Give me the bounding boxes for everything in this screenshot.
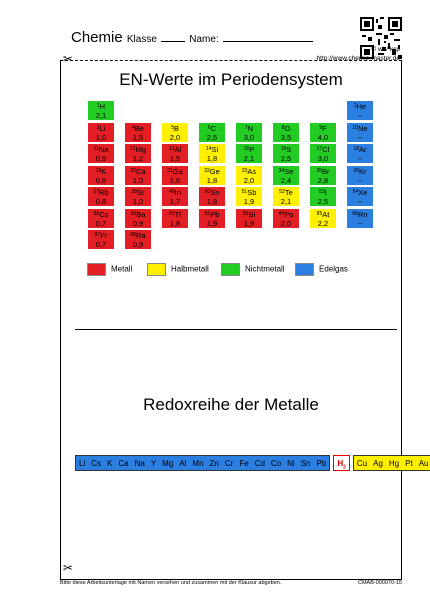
element-symbol-text: Cs [99, 209, 109, 219]
footer-code: CMAB-000070-15 [357, 580, 402, 586]
section-divider [75, 329, 397, 330]
en-value: 1,9 [243, 218, 255, 228]
element-cell [309, 208, 337, 229]
atomic-number: 49 [169, 189, 175, 195]
element-symbol [310, 145, 336, 154]
redox-metal: Pb [316, 459, 327, 468]
element-symbol [162, 210, 188, 219]
en-value: 0,9 [132, 218, 144, 228]
element-symbol [88, 145, 114, 154]
redox-metal: Zn [209, 459, 219, 468]
element-symbol-text: Al [174, 145, 182, 154]
element-symbol [199, 210, 225, 219]
element-cell [87, 165, 115, 186]
element-cell [272, 143, 300, 164]
element-symbol [88, 231, 114, 240]
en-value: 2,5 [280, 154, 292, 163]
en-value: 2,2 [317, 218, 329, 228]
en-value: -- [357, 154, 363, 163]
element-cell [87, 100, 115, 121]
element-cell [198, 165, 226, 186]
atomic-number: 88 [130, 232, 136, 238]
name-label: Name: [189, 34, 219, 45]
element-symbol [236, 210, 262, 219]
en-value: 1,5 [132, 132, 144, 142]
element-symbol [310, 188, 336, 197]
en-value: 2,4 [280, 175, 292, 185]
atomic-number: 81 [169, 210, 175, 217]
atomic-number: 15 [243, 146, 250, 152]
element-symbol-text: Bi [248, 209, 256, 219]
atomic-number: 16 [280, 146, 287, 152]
element-symbol [347, 210, 373, 219]
en-value: 1,9 [243, 197, 255, 206]
atomic-number: 53 [319, 189, 325, 195]
redox-base-metals [75, 455, 330, 471]
en-value: -- [357, 132, 363, 142]
en-value: 1,0 [132, 175, 144, 185]
element-symbol [273, 167, 299, 176]
element-cell [235, 143, 263, 164]
en-value: 2,0 [243, 175, 255, 185]
atomic-number: 33 [241, 167, 248, 174]
noble-gas-swatch [295, 263, 314, 276]
element-symbol-text: Sr [137, 188, 145, 197]
legend-item-semimetal [147, 263, 209, 276]
legend-item-nonmetal [221, 263, 285, 276]
redox-metal: Li [79, 459, 86, 468]
atomic-number: 7 [244, 124, 248, 131]
en-value: 3,0 [243, 132, 255, 142]
element-symbol [310, 210, 336, 219]
scissors-icon: ✂ [63, 561, 74, 575]
element-symbol-text: Rn [357, 209, 368, 219]
element-cell [272, 122, 300, 143]
en-value: 1,9 [206, 218, 218, 228]
element-cell [161, 208, 189, 229]
element-symbol [88, 124, 114, 133]
atomic-number: 55 [93, 210, 100, 217]
element-symbol [273, 210, 299, 219]
atomic-number: 12 [130, 146, 136, 152]
atomic-number: 56 [130, 210, 137, 217]
atomic-number: 18 [353, 146, 360, 152]
redox-metal: Fe [239, 459, 249, 468]
en-value: 0,9 [95, 154, 107, 163]
redox-metal: K [107, 459, 113, 468]
atomic-number: 6 [207, 124, 211, 131]
legend-item-noble-gas [295, 263, 348, 276]
element-symbol [125, 124, 151, 133]
element-symbol [236, 145, 262, 154]
atomic-number: 31 [167, 167, 173, 174]
element-symbol-text: Se [284, 166, 294, 176]
element-cell [161, 143, 189, 164]
element-symbol-text: Sn [210, 188, 220, 197]
atomic-number: 3 [96, 124, 100, 131]
redox-metal: Pt [405, 459, 413, 468]
element-symbol-text: Ge [209, 166, 220, 176]
atomic-number: 17 [316, 146, 323, 152]
element-symbol [347, 167, 373, 176]
element-symbol [347, 102, 373, 111]
redox-metal: Mn [192, 459, 204, 468]
footer-note: Bitte diese Arbeitsunterlage mit Namen versehen und zusammen mit der Klausur abgeben. [60, 580, 282, 586]
website-link[interactable]: http://www.chemie-master.de [316, 55, 400, 62]
en-value: 1,8 [206, 197, 218, 206]
element-cell [346, 122, 374, 143]
element-symbol [88, 188, 114, 197]
class-blank [161, 41, 185, 42]
en-value: 2,0 [169, 132, 181, 142]
element-symbol [347, 124, 373, 133]
redox-metal: Cu [356, 459, 368, 468]
redox-noble-metals [353, 455, 430, 471]
atomic-number: 37 [93, 189, 99, 195]
element-symbol [125, 231, 151, 240]
en-value: 1,5 [169, 154, 181, 163]
en-value: 1,0 [95, 132, 107, 142]
atomic-number: 84 [278, 210, 285, 217]
element-cell [346, 100, 374, 121]
element-symbol-text: P [249, 145, 255, 154]
page-title: EN-Werte im Periodensystem [119, 70, 343, 89]
element-symbol-text: S [286, 145, 292, 154]
atomic-number: 13 [168, 146, 175, 152]
element-symbol [310, 124, 336, 133]
redox-metal: Sn [300, 459, 311, 468]
atomic-number: 2 [353, 103, 357, 109]
element-cell [198, 186, 226, 207]
en-value: 2,5 [317, 197, 329, 206]
en-value: 4,0 [317, 132, 329, 142]
element-symbol-text: Ra [135, 231, 146, 240]
element-symbol-text: Ne [357, 123, 368, 133]
atomic-number: 34 [278, 167, 285, 174]
redox-metal: Hg [388, 459, 400, 468]
en-value: 1,8 [169, 218, 181, 228]
semimetal-swatch [147, 263, 166, 276]
atomic-number: 87 [94, 232, 101, 238]
element-cell [346, 186, 374, 207]
redox-metal: Co [270, 459, 282, 468]
element-symbol-text: B [173, 123, 179, 133]
name-blank [223, 41, 313, 42]
redox-metal: Mg [162, 459, 174, 468]
element-symbol-text: Cl [322, 145, 330, 154]
element-symbol [236, 167, 262, 176]
en-value: 2,0 [280, 218, 292, 228]
element-cell [309, 122, 337, 143]
element-symbol-text: Mg [135, 145, 146, 154]
element-symbol [162, 124, 188, 133]
element-cell [124, 165, 152, 186]
legend-label: Nichtmetall [245, 264, 285, 274]
element-symbol [199, 145, 225, 154]
element-symbol-text: Xe [358, 188, 368, 197]
element-symbol-text: Ca [135, 166, 146, 176]
element-symbol-text: H [99, 102, 106, 111]
en-value: 0,9 [132, 240, 144, 249]
element-symbol-text: Kr [359, 166, 367, 176]
atomic-number: 35 [316, 167, 323, 174]
en-value: 0,8 [95, 175, 107, 185]
en-value: 1,6 [169, 175, 181, 185]
element-symbol-text: O [284, 123, 291, 133]
en-value: 2,8 [317, 175, 329, 185]
element-symbol-text: Po [284, 209, 294, 219]
element-symbol [125, 210, 151, 219]
element-symbol [273, 188, 299, 197]
element-symbol-text: Ba [136, 209, 146, 219]
redox-metal: Al [179, 459, 187, 468]
atomic-number: 51 [241, 189, 248, 195]
element-cell [87, 229, 115, 250]
element-symbol-text: Tl [174, 209, 181, 219]
atomic-number: 14 [205, 146, 212, 152]
element-symbol-text: F [322, 123, 327, 133]
element-cell [124, 143, 152, 164]
atomic-number: 82 [204, 210, 211, 217]
element-cell [87, 208, 115, 229]
element-symbol [162, 167, 188, 176]
element-symbol-text: K [101, 166, 107, 176]
redox-title: Redoxreihe der Metalle [143, 395, 319, 414]
redox-metal: Cr [224, 459, 234, 468]
element-cell [272, 165, 300, 186]
element-symbol [88, 102, 114, 111]
element-symbol-text: Pb [210, 209, 220, 219]
element-symbol [162, 145, 188, 154]
legend-label: Halbmetall [171, 264, 209, 274]
atomic-number: 20 [130, 167, 136, 174]
hydrogen-marker [333, 455, 350, 471]
element-symbol-text: He [356, 102, 367, 111]
scissors-icon: ✂ [63, 52, 74, 66]
element-symbol [273, 124, 299, 133]
class-label: Klasse [126, 34, 157, 45]
subject-label: Chemie [71, 29, 123, 46]
element-symbol-text: Be [134, 123, 144, 133]
en-value: 0,8 [95, 197, 107, 206]
element-symbol-text: C [210, 123, 217, 133]
redox-metal: Cs [91, 459, 102, 468]
redox-metal: Ni [287, 459, 295, 468]
atomic-number: 5 [171, 124, 174, 131]
element-symbol [125, 145, 151, 154]
element-cell [87, 122, 115, 143]
element-symbol [236, 124, 262, 133]
element-symbol [310, 167, 336, 176]
element-cell [235, 122, 263, 143]
en-value: 1,7 [169, 197, 181, 206]
en-value: 0,7 [95, 218, 107, 228]
element-cell [161, 165, 189, 186]
element-symbol-text: Sb [247, 188, 257, 197]
element-symbol-text: Ar [359, 145, 367, 154]
element-symbol-text: Br [322, 166, 330, 176]
en-value: 2,1 [243, 154, 255, 163]
element-symbol [88, 167, 114, 176]
element-symbol-text: At [322, 209, 330, 219]
element-symbol [162, 188, 188, 197]
element-cell [198, 143, 226, 164]
element-cell [235, 208, 263, 229]
element-symbol-text: Na [98, 145, 109, 154]
legend-label: Metall [111, 264, 133, 274]
element-symbol [199, 167, 225, 176]
element-cell [198, 122, 226, 143]
atomic-number: 8 [281, 124, 285, 131]
en-value: 1,2 [132, 154, 144, 163]
element-symbol-text: Ga [172, 166, 183, 176]
element-symbol [125, 188, 151, 197]
en-value: 2,1 [95, 111, 107, 120]
atomic-number: 10 [352, 124, 358, 131]
element-cell [198, 208, 226, 229]
element-cell [346, 165, 374, 186]
header-line [71, 29, 313, 46]
en-value: 0,7 [95, 240, 107, 249]
en-value: -- [357, 175, 363, 185]
element-cell [272, 186, 300, 207]
en-value: -- [357, 218, 363, 228]
element-symbol-text: In [174, 188, 181, 197]
en-value: -- [357, 197, 363, 206]
element-symbol [273, 145, 299, 154]
copyright-text: © wt / ksp [371, 46, 400, 53]
element-symbol-text: N [247, 123, 254, 133]
atomic-number: 52 [279, 189, 285, 195]
element-symbol [347, 145, 373, 154]
hydrogen-subscript: 2 [343, 464, 346, 471]
atomic-number: 1 [96, 103, 100, 109]
element-cell [124, 122, 152, 143]
element-cell [161, 186, 189, 207]
element-symbol [236, 188, 262, 197]
element-symbol-text: Fr [100, 231, 108, 240]
element-symbol [125, 167, 151, 176]
element-cell [309, 186, 337, 207]
atomic-number: 11 [93, 146, 99, 152]
atomic-number: 50 [204, 189, 211, 195]
element-symbol-text: Si [211, 145, 219, 154]
element-symbol [199, 124, 225, 133]
redox-metal: Y [150, 459, 157, 468]
atomic-number: 38 [131, 189, 138, 195]
atomic-number: 83 [242, 210, 249, 217]
en-value: 1,8 [206, 175, 218, 185]
redox-metal: Ca [118, 459, 129, 468]
element-symbol [88, 210, 114, 219]
atomic-number: 54 [352, 189, 359, 195]
redox-series [75, 455, 430, 471]
element-symbol-text: Li [99, 123, 106, 133]
element-symbol-text: I [324, 188, 327, 197]
atomic-number: 4 [132, 124, 135, 131]
element-cell [87, 186, 115, 207]
en-value: 3,5 [280, 132, 292, 142]
element-symbol [199, 188, 225, 197]
element-symbol-text: As [247, 166, 257, 176]
element-cell [272, 208, 300, 229]
atomic-number: 85 [316, 210, 323, 217]
redox-metal: Au [418, 459, 429, 468]
atomic-number: 19 [95, 167, 102, 174]
element-cell [309, 165, 337, 186]
legend-item-metal [87, 263, 132, 276]
en-value: 2,1 [280, 197, 292, 206]
en-value: 1,8 [206, 154, 218, 163]
element-symbol-text: Te [284, 188, 293, 197]
legend-label: Edelgas [319, 264, 348, 274]
element-cell [124, 208, 152, 229]
element-cell [309, 143, 337, 164]
hydrogen-symbol: H [337, 459, 344, 468]
redox-metal: Ag [373, 459, 383, 468]
element-symbol [347, 188, 373, 197]
atomic-number: 86 [352, 210, 358, 217]
redox-metal: Cd [254, 459, 265, 468]
en-value: 3,0 [317, 154, 329, 163]
element-cell [161, 122, 189, 143]
atomic-number: 9 [319, 124, 323, 131]
element-cell [124, 186, 152, 207]
en-value: 2,5 [206, 132, 218, 142]
metal-swatch [87, 263, 106, 276]
en-value: -- [357, 111, 363, 120]
atomic-number: 32 [204, 167, 210, 174]
element-cell [124, 229, 152, 250]
atomic-number: 36 [353, 167, 360, 174]
nonmetal-swatch [221, 263, 240, 276]
element-cell [235, 186, 263, 207]
element-cell [87, 143, 115, 164]
en-value: 1,0 [132, 197, 144, 206]
element-cell [346, 208, 374, 229]
redox-metal: Na [134, 459, 145, 468]
element-symbol-text: Rb [98, 188, 109, 197]
element-cell [346, 143, 374, 164]
element-cell [235, 165, 263, 186]
